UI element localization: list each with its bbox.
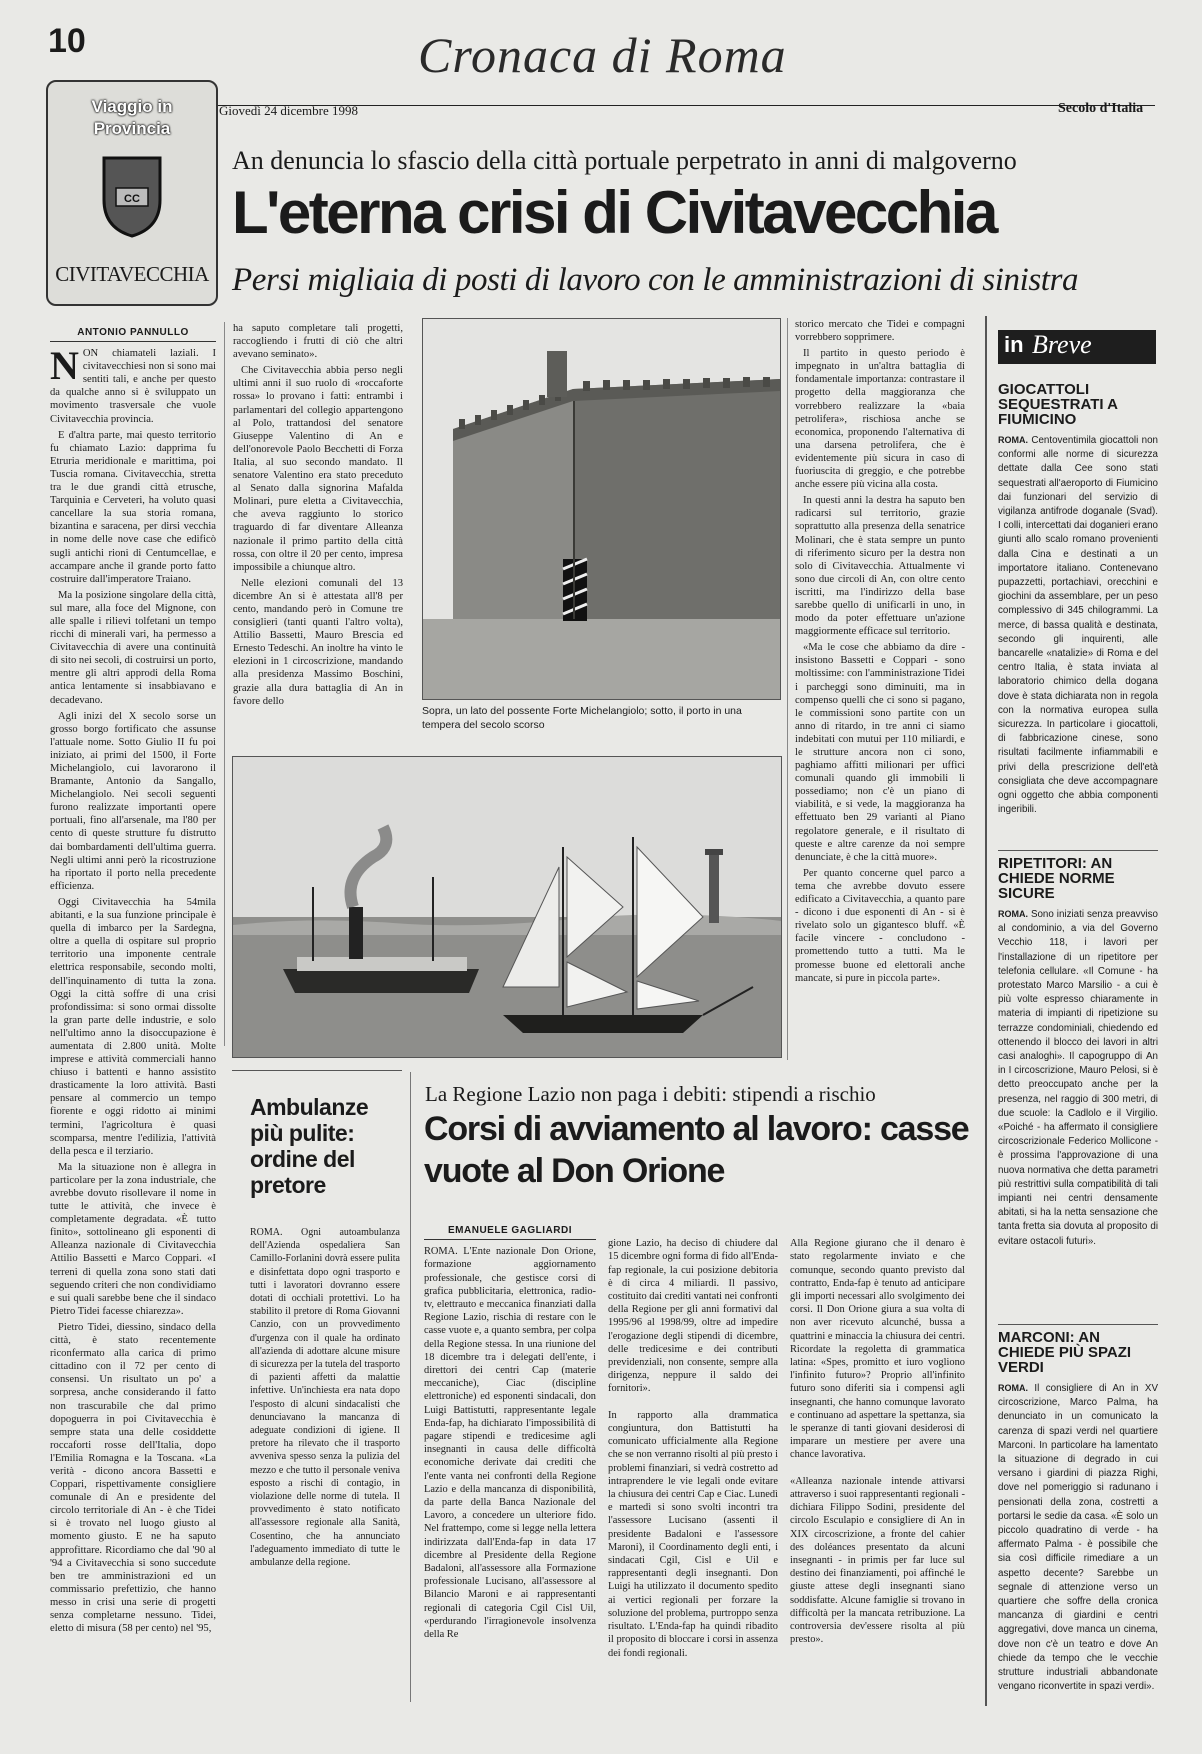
- harbour-painting: [232, 756, 782, 1058]
- paragraph: Nelle elezioni comunali del 13 dicembre An si è attestata all'8 per cento, mandando però in Comune tre consiglieri (tanti quanti l'altro volta), Attilio Bassetti, Mauro Brescia ed Ernesto Tedeschi. An inoltre ha vinto le elezioni in 1 circoscrizione, mandando alla presidenza Massimo Boschini, grazie alla dura battaglia di An in favore dello: [233, 577, 403, 707]
- page-number: 10: [48, 22, 86, 60]
- city-crest-icon: [100, 154, 164, 238]
- brief-body: Centoventimila giocattoli non conformi alle norme di sicurezza dettate dalla Cee sono stati sequestrati all'aeroporto di Fiumicino dai funzionari del servizio di vigilanza antifrode doganale (Svad). I colli, intercettati dai doganieri erano giunti allo scalo romano provenienti dalla Cina e destinati a un importatore italiano. Contenevano pupazzetti, portachiavi, orecchini e giochini da assemblare, per un peso complessivo di 345 chilogrammi. La merce, di bassa qualità e destinata, secondo gli inquirenti, alle bancarelle «natalizie» di Roma e del centro Italia, è stata inviata al laboratorio chimico della dogana dove è stata dichiarata non in regola con la normativa europea sulla sicurezza. In particolare i giocattoli, di fabbricazione cinese, sono risultati facilmente infiammabili e privi della prescrizione dell'età consigliata che deve accompagnare ogni oggetto che abbia componenti ingeribili.: [998, 435, 1158, 816]
- orione-column-2: [608, 1224, 778, 1694]
- column-separator: [787, 318, 788, 1060]
- main-article-column-1: [50, 326, 216, 1660]
- brief-text: [998, 907, 1158, 1249]
- paragraph: Pietro Tidei, diessino, sindaco della città, è stato recentemente riconfermato alla carica di primo cittadino con il 72 per cento di consensi. Un risultato un po' a sorpresa, anche considerando il fatto non trascurabile che dal primo dopoguerra in poi Civitavecchia è sempre stata una delle cosiddette roccaforti rosse dell'Italia, dopo l'Emilia Romagna e la Toscana. «La verità - dicono ancora Bassetti e Coppari, rispettivamente consigliere comunale di An e presidente del circolo territoriale di An - è che Tidei si è trovato nel luogo giusto al momento giusto. E ne ha saputo approfittare. Ricordiamo che dal '90 al '94 a Civitavecchia si sono succedute ben tre amministrazioni ed un commissario prefettizio, che hanno messo in crisi una serie di progetti senza completarne nessuno. Tidei, eletto di misura (58 per cento) nel '95,: [50, 1321, 216, 1635]
- article-separator: [410, 1072, 411, 1702]
- sidebar-separator: [985, 316, 987, 1706]
- brief-body: Sono iniziati senza preavviso al condominio, a via del Governo Vecchio 118, i lavori per l'installazione di un ripetitore per telefonia cellulare. «Il Comune - ha protestato Marco Marsilio - a cui è più volte espresso chiaramente in materia di impianti di ripetizione su terrazze condominiali, chiedendo ed ottenendo il blocco dei lavori in altri casi analoghi». Il capogruppo di An in I circoscrizione, Mauro Pelosi, si è detto preoccupato anche per la presenza, nel raggio di 300 metri, di due scuole: la Cadlolo e il Virgilio. «Poiché - ha affermato il consigliere circoscrizionale Federico Mollicone - è prossima l'approvazione di una nuova normativa che detta parametri più restrittivi sulla compatibilità di tali impianti nei centri densamente abitati, si ha la netta sensazione che tanta fretta sia dovuta al proposito di evitare ostacoli futuri».: [998, 909, 1158, 1247]
- article-rule: [232, 1070, 402, 1071]
- issue-date: Giovedì 24 dicembre 1998: [219, 103, 358, 118]
- brief-divider: [998, 1324, 1158, 1325]
- series-logo-box: [46, 80, 218, 306]
- in-breve-banner: [998, 330, 1156, 364]
- paragraph: Oggi Civitavecchia ha 54mila abitanti, e la sua funzione principale è quella di imbarco per la Sardegna, oltre a quella di ospitare sul proprio territorio una imponente centrale elettrica responsabile, secondo molti, dell'inquinamento di tutta la zona. Oggi la città soffre di una crisi profondissima: si sono ormai dissolte la gran parte delle industrie, e solo nell'ultimo anno la disoccupazione è aumentata di 2.800 unità. Molte imprese e attività commerciali hanno chiuso i battenti e hanno assistito drasticamente la loro attività. Basti pensare al commercio un tempo fiorente e oggi ridotto ai minimi termini, l'agricoltura è quasi scomparsa, mentre l'edilizia, l'attività della pesca e il terziario.: [50, 896, 216, 1157]
- in-breve-title: Breve: [1032, 330, 1092, 359]
- main-kicker: An denuncia lo sfascio della città portuale perpetrato in anni di malgoverno: [232, 146, 1017, 175]
- brief-dateline: ROMA.: [998, 909, 1028, 919]
- main-article-column-3: [795, 318, 965, 1060]
- ambulanze-body: [250, 1226, 400, 1698]
- main-author: ANTONIO PANNULLO: [50, 326, 216, 342]
- paragraph: Ma la situazione non è allegra in particolare per la zona industriale, che avrebbe dovuto risollevare il nome in tutte le attività, che invece è completamente degradata. «È tutto finito», sottolineano gli esponenti di Alleanza nazionale di Civitavecchia Attilio Bassetti e Marco Coppari. «I terreni di quella zona sono stati dati seguendo criteri che non condividiamo e sui quali sarebbe bene che il sindaco Pietro Tidei facesse chiarezza».: [50, 1161, 216, 1317]
- section-title: Cronaca di Roma: [418, 27, 787, 83]
- paragraph: In questi anni la destra ha saputo ben radicarsi sul territorio, grazie soprattutto alla presenza della senatrice Molinari, che è stata sempre un punto di riferimento sicuro per la destra non solo di Civitavecchia. Attualmente vi sono due circoli di An, con oltre cento iscritti, ma l'indirizzo della base sarebbe quello di unificarli in uno, in modo da poter effettuare un'azione maggiormente efficace sul territorio.: [795, 495, 965, 638]
- paragraph: ROMA. Ogni autoambulanza dell'Azienda ospedaliera San Camillo-Forlanini dovrà essere pulita e disinfettata dopo ogni trasporto e tutti i lavoratori dovranno essere dotati di occhiali protettivi. Lo ha stabilito il pretore di Roma Giovanni Canzio, con un provvedimento d'urgenza con il quale ha ordinato all'azienda di adottare alcune misure di sicurezza per la tutela del trasporto di pazienti affetti da malattie infettive. Un'inchiesta era nata dopo l'esposto di alcuni sindacalisti che denunciavano la mancanza di adeguate condizioni di igiene. Il pretore ha rilevato che il trasporto avveniva spesso senza la pulizia del mezzo e che tutto il personale veniva esposto a rischi di contagio, in violazione delle norme di tutela. Il provvedimento è stato notificato all'assessore regionale alla Sanità, Cosentino, che ha annunciato l'adeguamento immediato di tutte le ambulanze della regione.: [250, 1227, 400, 1569]
- main-subheadline: Persi migliaia di posti di lavoro con le amministrazioni di sinistra: [232, 262, 1079, 298]
- ambulanze-headline: Ambulanze più pulite: ordine del pretore: [250, 1094, 369, 1198]
- paragraph: Agli inizi del X secolo sorse un grosso borgo fortificato che assunse l'attuale nome. Sotto Giulio II fu poi iniziato, ai primi del 1500, il Forte Michelangiolo, cui lavorarono il Bramante, Antonio da Sangallo, Michelangiolo. Nei secoli seguenti furono realizzate importanti opere portuali, fino all'arsenale, ma l'80 per cento di queste strutture fu distrutto dai bombardamenti dell'ultima guerra. Negli ultimi anni però la ricostruzione ha riportato il porto nella precedente efficienza.: [50, 710, 216, 892]
- brief-item: [998, 378, 1158, 817]
- paragraph: Alla Regione giurano che il denaro è stato regolarmente inviato e che comunque, secondo quanto previsto dal contratto, Enda-fap è tenuto ad anticipare gli importi necessari allo svolgimento dei corsi. Il Don Orione giura a sua volta di non aver ricevuto alcunché, bussa a quattrini e minaccia la chiusura dei centri. Ricordate la regoletta di grammatica latina: «Spes, promitto et iuro vogliono l'infinito futuro»? Proprio all'infinito futuro sono diferiti sia i compensi agli insegnanti, che hanno comunque lavorato e continuano ad aspettare la spettanza, sia le speranze di tanti giovani desiderosi di imparare un mestiere per avere una chance lavorativa. «Alleanza nazionale intende attivarsi attraverso i suoi rappresentanti regionali - dichiara Filippo Sodini, presidente del circolo Esculapio e consigliere di An in XIX circoscrizione, a fronte del cahier des doléances presentato da alcuni insegnanti - in primis per far luce sul destino dei finanziamenti, poi affinché le giuste attese degli insegnanti siano soddisfatte. Alcune famiglie si trovano in difficoltà per la mancata retribuzione. La controversia dev'essere risolta al più presto».: [790, 1238, 965, 1646]
- paragraph: Che Civitavecchia abbia perso negli ultimi anni il suo ruolo di «roccaforte rossa» lo provano i fatti: entrambi i parlamentari del collegio appartengono al Polo, trattandosi del senatore Giuseppe Valentino di An e dell'onorevole Paolo Becchetti di Forza Italia, al suo secondo mandato. Il senatore Valentino era stato preceduto al Senato dalla signorina Mafalda Molinari, pure eletta a Civitavecchia, che aveva raggiunto lo storico traguardo di far diventare Alleanza nazionale il primo partito della città rossa, con oltre il 20 per cento, impresa impossibile a chiunque altro.: [233, 365, 403, 573]
- brief-headline: GIOCATTOLI SEQUESTRATI A FIUMICINO: [998, 381, 1118, 428]
- paragraph: ha saputo completare tali progetti, raccogliendo i frutti di ciò che altri avevano seminato».: [233, 323, 403, 361]
- paragraph: Ma la posizione singolare della città, sul mare, alla foce del Mignone, con alle spalle i rilievi tolfetani un tempo ricchi di minerali vari, ha permesso a Civitavecchia di avere una continuità di sito nei secoli, di costruirsi un porto, mentre gli altri approdi della Roma antica lentamente si insabbiavano e decadevano.: [50, 589, 216, 706]
- main-article-column-2: [233, 322, 403, 746]
- paragraph: «Ma le cose che abbiamo da dire - insistono Bassetti e Coppari - sono moltissime: con l'amministrazione Tidei i parcheggi sono diminuiti, ma in compenso quelli che ci sono si pagano, le commissioni sono partite con un anno di ritardo, in tre anni ci siamo indebitati con mutui per 110 miliardi, e le strutture ancora non ci sono, paghiamo affitti milionari per uffici comunali quando gli immobili li possediamo; non c'è un piano di viabilità, e si vede, la maggioranza ha effettuato ben 29 varianti al Piano regolatore generale, e il risultato di queste e altre carenze da noi sempre denunciate, è che la città muore».: [795, 642, 965, 863]
- paragraph: Per quanto concerne quel parco a tema che avrebbe dovuto essere edificato a Civitavecchia, a quanto pare - dicono i due esponenti di An - si è rivelato solo un gigantesco bluff. «È facile vincere - concludono - promettendo tutto a tutti. Ma le promesse buone ed elettorali anche mancate, si pure in piccola parte».: [795, 867, 965, 984]
- brief-item: [998, 852, 1158, 1249]
- main-headline: L'eterna crisi di Civitavecchia: [232, 179, 996, 246]
- brief-text: [998, 1381, 1158, 1694]
- city-name: CIVITAVECCHIA: [55, 262, 209, 286]
- fortress-photo-caption: Sopra, un lato del possente Forte Michelangiolo; sotto, il porto in una tempera del secolo scorso: [422, 705, 742, 731]
- paragraph: storico mercato che Tidei e compagni vorrebbero sopprimere.: [795, 319, 965, 344]
- orione-author: EMANUELE GAGLIARDI: [424, 1224, 596, 1240]
- paragraph: ON chiamateli laziali. I civitavecchiesi non si sono mai sentiti tali, e anche per questo da qualche anno si è sviluppato un movimento trasversale che vuole Civitavecchia provincia.: [50, 348, 216, 425]
- brief-divider: [998, 850, 1158, 851]
- series-title: Viaggio in Provincia: [91, 97, 173, 138]
- orione-column-3: [790, 1224, 965, 1694]
- brief-dateline: ROMA.: [998, 435, 1028, 445]
- orione-column-1: [424, 1224, 596, 1694]
- brief-headline: MARCONI: AN CHIEDE PIÙ SPAZI VERDI: [998, 1329, 1132, 1376]
- fortress-image: [423, 319, 780, 699]
- column-separator: [224, 322, 225, 1046]
- drop-cap: N: [50, 343, 79, 389]
- brief-dateline: ROMA.: [998, 1383, 1028, 1393]
- brief-item: [998, 1326, 1158, 1694]
- brief-body: Il consigliere di An in XV circoscrizione, Marco Palma, ha denunciato in un comunicato la carenza di spazi verdi nel quartiere Marconi. In particolare ha lamentato la situazione di degrado in cui versano i giardini di piazza Righi, dove nel pomeriggio si radunano i pensionati della zona, costretti a portarsi le sedie da casa. «È solo un piccolo quadratino di verde - ha affermato Palma - è possibile che sia così difficile rimediare a un aspetto decente? Sarebbe un segnale di attenzione verso un quartiere che soffre della cronica mancanza di giardini e centri aggregativi, dove manca un cinema, dove non c'è un teatro e dove An chiede da tempo che le vecchie strutture industriali abbandonate vengano riconvertite in spazi verdi».: [998, 1383, 1158, 1693]
- brief-headline: RIPETITORI: AN CHIEDE NORME SICURE: [998, 855, 1115, 902]
- paragraph: gione Lazio, ha deciso di chiudere dal 15 dicembre ogni forma di fido all'Enda-fap regionale, la cui posizione debitoria è di circa 4 miliardi. Il passivo, costituito dai crediti vantati nei confronti della Regione per gli anni formativi dal 1995/96 al 1998/99, oltre ad impedire l'erogazione degli stipendi di dicembre, delle tredicesime e dei contributi previdenziali, non consente, sempre alla dirigenza, neppure il saldo dei fornitori». In rapporto alla drammatica congiuntura, don Battistutti ha comunicato ufficialmente alla Regione che se non verranno risolti al più presto i problemi finanziari, si vedrà costretto ad intraprendere le vie legali onde evitare la chiusura dei centri Cap e Ciac. Lunedì e martedì si sono svolti incontri tra l'assessore Lucisano (assenti il presidente Badaloni e l'assessore Maroni), il Coordinamento degli enti, i sindacati Cgil, Cisl e Uil e rappresentanti degli insegnanti. Don Luigi ha utilizzato il documento spedito ai vertici regionali per forzare la soluzione del problema, purtroppo senza risultato. L'Enda-fap ha quindi ribadito il proposito di bloccare i corsi in assenza dei fondi regionali.: [608, 1238, 778, 1659]
- harbour-image: [233, 757, 781, 1057]
- paragraph: E d'altra parte, mai questo territorio fu chiamato Lazio: dapprima fu Etruria meridionale e marittima, poi Tuscia romana. Civitavecchia, stretta tra le due grandi città etrusche, Tarquinia e Cerveteri, ha voluto quasi cancellare la sua storia romana, bizantina e saracena, per dirsi vecchia in nome delle nove case che edificò sugli antichi rioni di Centumcellae, e accampare anche il grande porto fatto costruire dall'imperatore Traiano.: [50, 429, 216, 585]
- paragraph: ROMA. L'Ente nazionale Don Orione, formazione aggiornamento professionale, che gestisce corsi di grafica pubblicitaria, elettronica, radio-tv, elettrauto e meccanica finanziati dalla Regione Lazio, rischia di restare con le casse vuote e, a quanto sembra, per colpa della Regione stessa. In una riunione del 18 dicembre tra i delegati dell'ente, i direttori dei centri Cap (materie meccaniche), Ciac (discipline elettroniche) ed esponenti sindacali, don Luigi Battistutti, rappresentante legale Enda-fap, ha dichiarato l'impossibilità di pagare stipendi e tredicesime agli insegnanti in causa delle difficoltà economiche derivate dai crediti che l'ente vanta nei confronti della Regione Lazio e della mancanza di disponibilità, da parte della Banca Nazionale del Lavoro, a concedere un ulteriore fido. Nel frattempo, come si legge nella lettera indirizzata dall'Enda-fap in data 17 dicembre al Presidente della Regione Badaloni, all'assessore alla Formazione professionale Lucisano, all'assessore al Bilancio Maroni e ai rappresentanti regionali di categoria Cgil Cisl Uil, «perdurando l'irragionevole insolvenza della Re: [424, 1246, 596, 1641]
- in-breve-in: in: [1004, 332, 1024, 357]
- fortress-photo: [422, 318, 781, 700]
- newspaper-name: Secolo d'Italia: [1058, 101, 1144, 116]
- brief-text: [998, 433, 1158, 817]
- orione-kicker: La Regione Lazio non paga i debiti: stipendi a rischio: [425, 1082, 876, 1106]
- crest-letters: CC: [124, 193, 140, 205]
- orione-headline: Corsi di avviamento al lavoro: casse vuote al Don Orione: [424, 1110, 969, 1190]
- paragraph: Il partito in questo periodo è impegnato in un'altra battaglia di fondamentale importanza: contrastare il progetto della maggioranza che vorrebbero realizzare la «baia petrolifera», rischiosa anche se economica, proponendo l'alternativa di una darsena petrolifera, che è evidentemente più sicura in caso di fuoriuscita di greggio, e che potrebbe anche essere più vicina alla costa.: [795, 348, 965, 491]
